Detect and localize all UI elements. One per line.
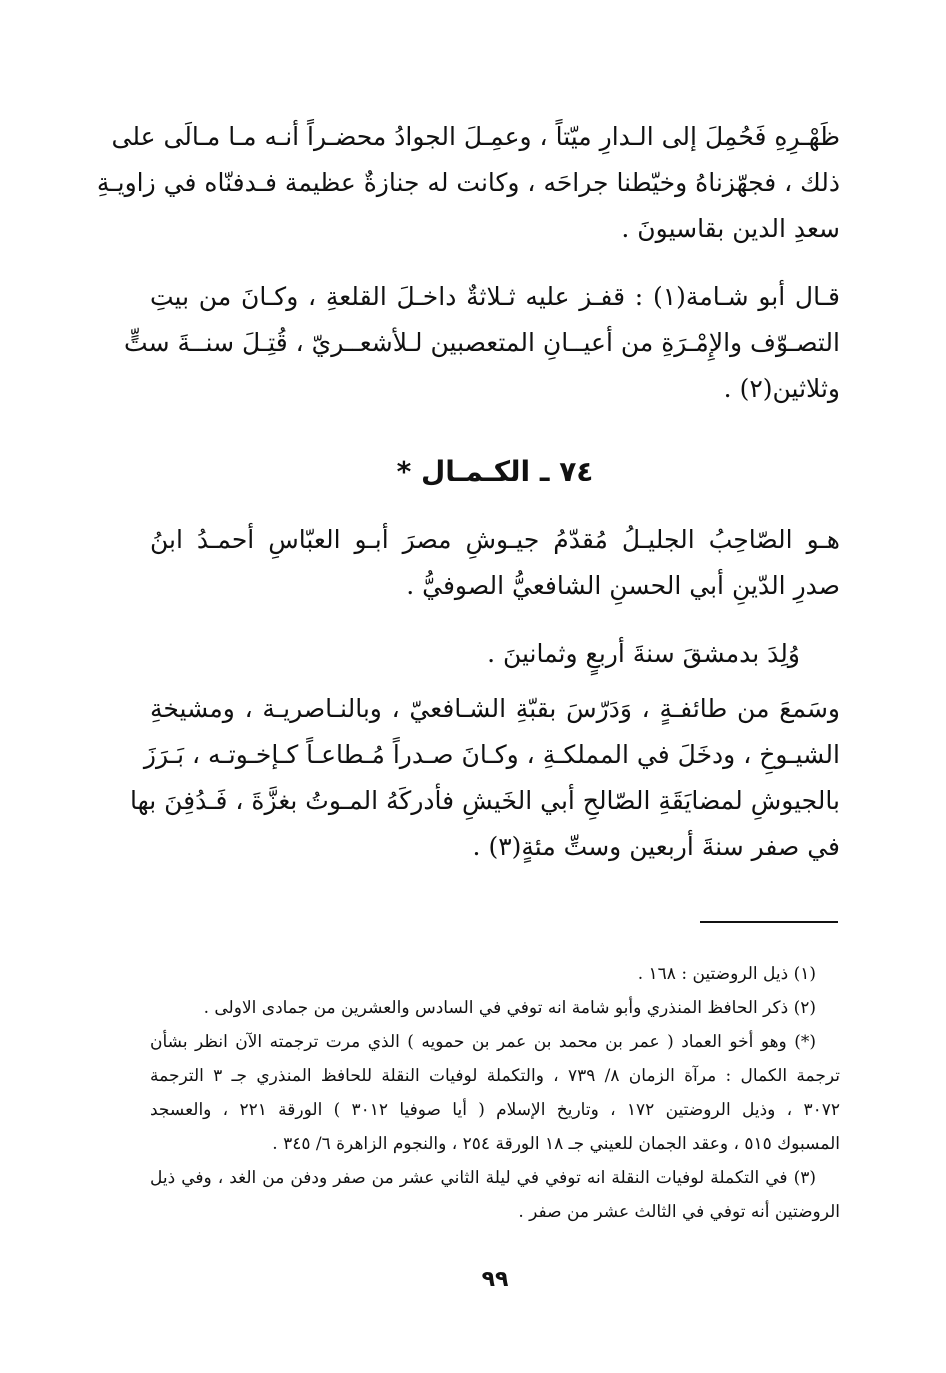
paragraph-1 xyxy=(96,114,840,252)
footnote-divider xyxy=(700,921,838,923)
text-line: وثلاثين(٢) . xyxy=(723,374,840,403)
page-number: ٩٩ xyxy=(481,1267,509,1292)
paragraph-3 xyxy=(150,517,840,609)
footnote-line: (٢) ذكر الحافظ المنذري وأبو شامة انه توفي في السادس والعشرين من جمادى الاولى . xyxy=(203,998,816,1018)
text-line: ظَهْـرِهِ فَحُمِلَ إلى الـدارِ ميّتاً ، وعمِـلَ الجوادُ محضـراً أنـه مـا مـالَى على xyxy=(111,122,840,151)
text-line: قـال أبو شـامة(١) : قفـز عليه ثـلاثةٌ داخـلَ القلعةِ ، وكـانَ من بيتِ xyxy=(150,282,840,311)
footnote-line: (*) وهو أخو العماد ( عمر بن محمد بن عمر بن حمويه ) الذي مرت ترجمته الآن انظر بشأن xyxy=(150,1032,816,1052)
paragraph-5 xyxy=(130,686,840,870)
text-line: الشيـوخِ ، ودخَلَ في المملكـةِ ، وكـانَ صـدراً مُـطاعـاً كـإخـوتـه ، بَـرَزَ xyxy=(143,740,840,769)
text-line: التصـوّف والإِمْـرَةِ من أعيــانِ المتعصبين لـلأشعــريّ ، قُتِـلَ سنــةَ ستٍّ xyxy=(124,328,840,357)
footnote-line: المسبوك ٥١٥ ، وعقد الجمان للعيني جـ ١٨ الورقة ٢٥٤ ، والنجوم الزاهرة ٦/ ٣٤٥ . xyxy=(272,1134,840,1154)
text-line: وُلِدَ بدمشقَ سنةَ أربعٍ وثمانينَ . xyxy=(487,639,800,668)
footnote-line: الروضتين أنه توفي في الثالث عشر من صفر . xyxy=(518,1202,840,1222)
text-line: بالجيوشِ لمضايَقَةِ الصّالحِ أبي الخَيشِ فأدركَهُ المـوتُ بغزَّةَ ، فَـدُفِنَ بها xyxy=(130,786,840,815)
footnote-line: ٣٠٧٢ ، وذيل الروضتين ١٧٢ ، وتاريخ الإسلام ( أيا صوفيا ٣٠١٢ ) الورقة ٢٢١ ، والعسجد xyxy=(150,1100,840,1120)
footnote-line: (٣) في التكملة لوفيات النقلة انه توفي في ليلة الثاني عشر من صفر ودفن من الغد ، وفي ذيل xyxy=(150,1168,816,1188)
footnotes xyxy=(150,957,840,1229)
text-line: سعدِ الدين بقاسيونَ . xyxy=(621,214,840,243)
footnote-line: (١) ذيل الروضتين : ١٦٨ . xyxy=(637,964,816,984)
text-line: هـو الصّاحِبُ الجليـلُ مُقدّمُ جيـوشِ مصرَ أبـو العبّاسِ أحمـدُ ابنُ xyxy=(150,525,840,554)
footnote-line: ترجمة الكمال : مرآة الزمان ٨/ ٧٣٩ ، والتكملة لوفيات النقلة للحافظ المنذري جـ ٣ الترجمة xyxy=(150,1066,840,1086)
paragraph-4 xyxy=(150,631,840,677)
text-line: في صفر سنةَ أربعين وستِّ مئةٍ(٣) . xyxy=(472,832,840,861)
paragraph-2 xyxy=(124,274,840,412)
text-line: صدرِ الدّينِ أبي الحسنِ الشافعيُّ الصوفيُّ . xyxy=(406,571,840,600)
text-line: ذلك ، فجهّزناهُ وخيّطنا جراحَه ، وكانت له جنازةٌ عظيمة فـدفنّاه في زاويـةِ xyxy=(96,168,840,197)
text-line: وسَمعَ من طائفـةٍ ، وَدَرّسَ بقبّةِ الشـافعيّ ، وبالنـاصريـة ، ومشيخةِ xyxy=(150,694,840,723)
section-heading: ٧٤ ـ الكـمـال * xyxy=(396,455,594,488)
